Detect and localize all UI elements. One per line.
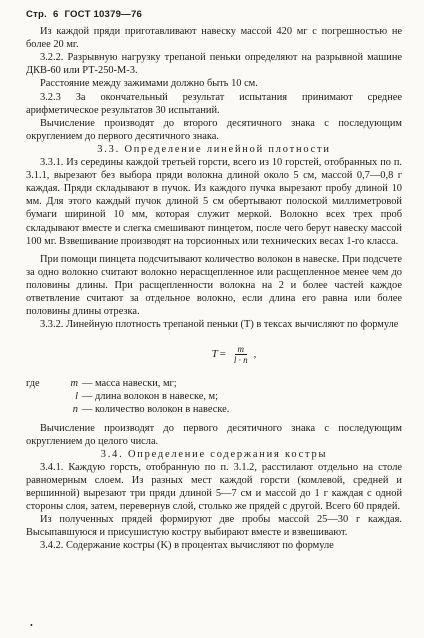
formula-numerator: m [235, 344, 248, 355]
legend-text: — количество волокон в навеске. [82, 404, 230, 416]
legend-row [26, 390, 402, 403]
legend-text: — длина волокон в навеске, м; [82, 391, 219, 403]
formula-equals: = [219, 347, 226, 360]
paragraph-3-3-2: 3.3.2. Линейную плотность трепаной пеньки (T) в тексах вычисляют по формуле [40, 319, 399, 331]
paragraph-samples: Из полученных прядей формируют две пробы массой 25—30 г каждая. Высыпавшуюся и присушистую костру выбирают вместе и взвешивают. [26, 514, 402, 539]
paragraph-3-2-3: 3.2.3 За окончательный результат испытания принимают среднее арифметическое результатов 30 испытаний. [26, 91, 402, 116]
paragraph-3-2-2: 3.2.2. Разрывную нагрузку трепаной пеньки определяют на разрывной машине ДКВ-60 или РТ-250-М-3. [26, 52, 402, 77]
legend-lead: где [26, 378, 40, 390]
formula-fraction [231, 344, 251, 365]
legend-symbol: m [70, 378, 78, 390]
section-heading-3-3: 3.3. Определение линейной плотности [97, 143, 331, 155]
formula-comma: , [253, 347, 257, 360]
page-label: Стр. [26, 9, 47, 20]
paragraph-3-4-1: 3.4.1. Каждую горсть, отобранную по п. 3.1.2, расстилают отдельно на столе равномерным слоем. Из разных мест каждой горсти (комлевой, средней и вершинной) вырезают три пряди длиной 5—7 см и массой до 1 г каждая с одной стороны слоя, затем, перевернув слой, столько же прядей с другой. Всего 60 прядей. [26, 461, 402, 513]
legend-symbol: l [75, 391, 78, 403]
legend-row [26, 403, 402, 416]
paragraph-rounding-2: Вычисление производят до первого десятичного знака с последующим округлением до целого числа. [26, 422, 402, 447]
paragraph-fiber-count: При помощи пинцета подсчитывают количество волокон в навеске. При подсчете за одно волокно считают волокно нерасщепленное или расщепленное менее чем до половины длины. При расщепленности волокна на 2 и более частей каждое ответвление считают за отдельное волокно, если длина его равна или более половины длины отрезка. [26, 253, 402, 318]
page-header [26, 8, 402, 21]
linear-density-formula [66, 335, 402, 373]
legend-symbol: n [72, 404, 78, 416]
footer-mark: • [30, 620, 33, 630]
formula-denominator: l · n [233, 354, 248, 365]
paragraph-3-3-1: 3.3.1. Из середины каждой третьей горсти, всего из 10 горстей, отобранных по п. 3.1.1, вырезают без выбора пряди волокна длиной около 5 см, массой 0,7—0,8 г каждая. Пряди складывают в пучок. Из каждого пучка вырезают пробу длиной 10 мм. Для этого каждый пучок длиной 5 см обертывают полоской миллиметровой бумаги шириной 10 мм, которая служит меркой. Волокно всех трех проб складывают вместе и слегка смешивают пинцетом, после чего берут навеску массой 100 мг. Взвешивание производят на торсионных или технических весах 1-го класса. [26, 157, 402, 247]
section-heading-3-4: 3.4. Определение содержания костры [100, 448, 328, 460]
paragraph-rounding-1: Вычисление производят до второго десятичного знака с последующим округлением до первого десятичного знака. [26, 117, 402, 142]
paragraph-sample-weight: Из каждой пряди приготавливают навеску массой 420 мг с погрешностью не более 20 мг. [26, 26, 402, 51]
paragraph-clamp-distance: Расстояние между зажимами должно быть 10 см. [40, 78, 258, 90]
legend-text: — масса навески, мг; [82, 378, 177, 390]
page-number: 6 [52, 9, 59, 20]
legend-lead [26, 403, 44, 416]
paragraph-3-4-2: 3.4.2. Содержание костры (K) в процентах вычисляют по формуле [40, 540, 334, 552]
legend-row [26, 377, 402, 390]
legend-lead [26, 390, 44, 403]
document-code: ГОСТ 10379—76 [64, 9, 143, 20]
formula-legend [26, 377, 402, 416]
formula-lhs: T [211, 347, 218, 360]
